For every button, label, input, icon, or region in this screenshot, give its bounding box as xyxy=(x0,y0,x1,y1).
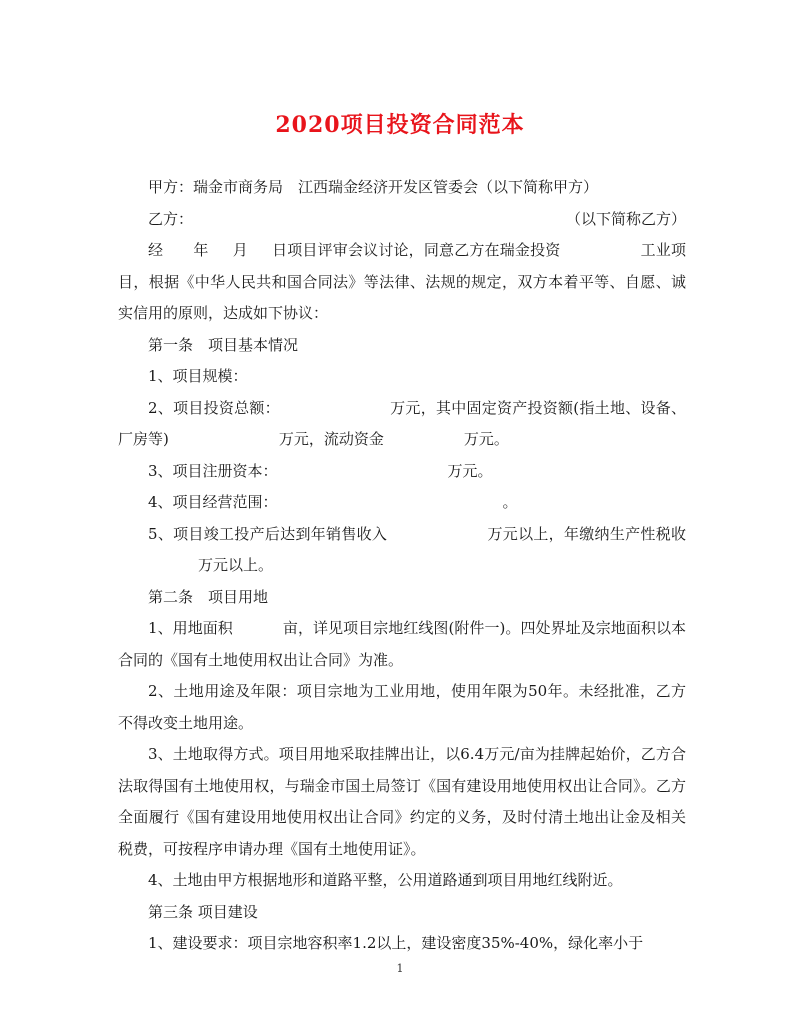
article-1-item-5 xyxy=(118,519,686,582)
item-5-text-c: 万元以上。 xyxy=(198,556,274,574)
intro-text-2: 年 xyxy=(193,241,209,259)
intro-text-4: 日项目评审会议讨论，同意乙方在瑞金投资 xyxy=(271,241,561,259)
intro-text-5: 工业项目，根据《中华人民共和国合同法》等法律、法规的规定，双方本着平等、自愿、诚实信用的原则，达成如下协议： xyxy=(118,241,686,322)
intro-text-3: 月 xyxy=(232,241,248,259)
item-2-text-a: 2、项目投资总额： xyxy=(148,398,280,417)
article-2-item-4: 4、土地由甲方根据地形和道路平整，公用道路通到项目用地红线附近。 xyxy=(148,871,623,889)
item-3-text-a: 3、项目注册资本： xyxy=(148,461,278,480)
a2-item-1-text-b: 亩，详见项目宗地红线图(附件一)。四处界址及宗地面积以本合同的《国有土地使用权出让合同》为准。 xyxy=(118,619,686,669)
article-1-item-2 xyxy=(118,393,686,456)
party-b xyxy=(118,204,686,236)
article-2-item-2: 2、土地用途及年限：项目宗地为工业用地，使用年限为50年。未经批准，乙方不得改变土地用途。 xyxy=(118,682,686,732)
article-1-item-3 xyxy=(118,456,686,488)
page-number: 1 xyxy=(396,962,404,975)
article-2-item-1 xyxy=(118,613,686,676)
article-3-title: 第三条 项目建设 xyxy=(148,902,258,921)
intro-paragraph xyxy=(118,235,686,330)
party-b-note: （以下简称乙方） xyxy=(565,209,686,228)
item-5-text-a: 5、项目竣工投产后达到年销售收入 xyxy=(148,524,388,543)
article-1-item-1: 1、项目规模： xyxy=(148,367,248,385)
article-2-item-3: 3、土地取得方式。项目用地采取挂牌出让，以6.4万元/亩为挂牌起始价，乙方合法取得国有土地使用权，与瑞金市国土局签订《国有建设用地使用权出让合同》。乙方全面履行《国有建设用地使用权出让合同》约定的义务，及时付清土地出让金及相关税费，可按程序申请办理《国有土地使用证》。 xyxy=(118,745,686,858)
item-3-text-b: 万元。 xyxy=(447,461,493,480)
document-body xyxy=(118,172,686,960)
document-title: 2020项目投资合同范本 xyxy=(275,112,525,138)
article-1-item-4 xyxy=(118,487,686,519)
a2-item-1-text-a: 1、用地面积 xyxy=(148,619,233,637)
article-3-item-1: 1、建设要求：项目宗地容积率1.2以上，建设密度35%-40%，绿化率小于 xyxy=(148,934,644,952)
party-a: 甲方：瑞金市商务局 江西瑞金经济开发区管委会（以下简称甲方） xyxy=(148,178,599,196)
item-4-text-b: 。 xyxy=(502,493,518,511)
item-2-text-c: 万元，流动资金 xyxy=(278,430,384,448)
item-2-text-b: 万元，其中固定资产投资额(指土地、设备、厂房等) xyxy=(118,398,686,448)
item-2-text-d: 万元。 xyxy=(463,430,509,448)
intro-text-1: 经 xyxy=(148,241,164,259)
item-5-text-b: 万元以上，年缴纳生产性税收 xyxy=(487,524,686,543)
article-1-title: 第一条 项目基本情况 xyxy=(148,335,299,354)
item-4-text-a: 4、项目经营范围： xyxy=(148,493,278,511)
article-2-title: 第二条 项目用地 xyxy=(148,587,269,606)
party-b-label: 乙方： xyxy=(148,209,194,228)
